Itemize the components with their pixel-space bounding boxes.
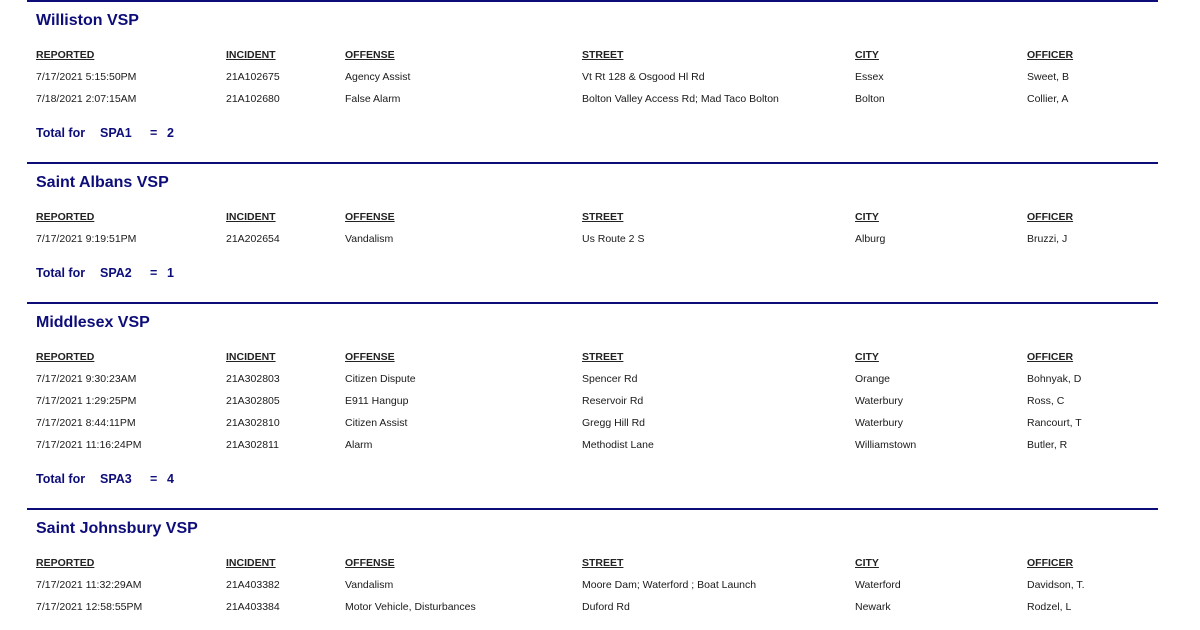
total-label: Total for bbox=[36, 126, 86, 140]
cell-incident: 21A102675 bbox=[226, 71, 280, 83]
cell-reported: 7/17/2021 5:15:50PM bbox=[36, 71, 137, 83]
cell-offense: Motor Vehicle, Disturbances bbox=[345, 601, 476, 613]
cell-incident: 21A102680 bbox=[226, 93, 280, 105]
column-header-city: CITY bbox=[855, 351, 879, 363]
column-header-reported: REPORTED bbox=[36, 49, 95, 61]
cell-incident: 21A403384 bbox=[226, 601, 280, 613]
cell-street: Vt Rt 128 & Osgood Hl Rd bbox=[582, 71, 705, 83]
total-code: SPA3 bbox=[100, 472, 132, 486]
total-code: SPA2 bbox=[100, 266, 132, 280]
column-header-officer: OFFICER bbox=[1027, 49, 1074, 61]
table-row bbox=[27, 434, 1158, 456]
column-header-row bbox=[27, 552, 1158, 574]
total-count: 4 bbox=[167, 472, 174, 486]
column-header-street: STREET bbox=[582, 49, 624, 61]
cell-offense: Agency Assist bbox=[345, 71, 411, 83]
cell-city: Waterbury bbox=[855, 395, 904, 407]
report-section bbox=[27, 508, 1158, 618]
column-header-row bbox=[27, 206, 1158, 228]
cell-officer: Davidson, T. bbox=[1027, 579, 1085, 591]
cell-incident: 21A302803 bbox=[226, 373, 280, 385]
cell-street: Gregg Hill Rd bbox=[582, 417, 646, 429]
column-header-street: STREET bbox=[582, 211, 624, 223]
total-equals: = bbox=[150, 472, 158, 486]
table-row bbox=[27, 228, 1158, 250]
cell-city: Alburg bbox=[855, 233, 886, 245]
cell-reported: 7/18/2021 2:07:15AM bbox=[36, 93, 137, 105]
cell-reported: 7/17/2021 8:44:11PM bbox=[36, 417, 136, 429]
table-row bbox=[27, 412, 1158, 434]
cell-reported: 7/17/2021 11:16:24PM bbox=[36, 439, 142, 451]
column-header-city: CITY bbox=[855, 49, 879, 61]
cell-incident: 21A302811 bbox=[226, 439, 279, 451]
column-header-officer: OFFICER bbox=[1027, 211, 1074, 223]
column-header-offense: OFFENSE bbox=[345, 49, 395, 61]
report-section bbox=[27, 302, 1158, 508]
column-header-street: STREET bbox=[582, 557, 624, 569]
cell-street: Moore Dam; Waterford ; Boat Launch bbox=[582, 579, 757, 591]
table-row bbox=[27, 574, 1158, 596]
column-header-city: CITY bbox=[855, 211, 879, 223]
cell-officer: Ross, C bbox=[1027, 395, 1065, 407]
section-total bbox=[27, 456, 1158, 508]
cell-reported: 7/17/2021 9:19:51PM bbox=[36, 233, 137, 245]
cell-reported: 7/17/2021 11:32:29AM bbox=[36, 579, 142, 591]
cell-reported: 7/17/2021 9:30:23AM bbox=[36, 373, 137, 385]
section-title: Saint Albans VSP bbox=[36, 174, 169, 191]
total-code: SPA1 bbox=[100, 126, 132, 140]
cell-street: Bolton Valley Access Rd; Mad Taco Bolton bbox=[582, 93, 779, 105]
column-header-officer: OFFICER bbox=[1027, 351, 1074, 363]
cell-incident: 21A302805 bbox=[226, 395, 280, 407]
total-count: 2 bbox=[167, 126, 174, 140]
cell-city: Waterford bbox=[855, 579, 901, 591]
cell-city: Waterbury bbox=[855, 417, 904, 429]
cell-city: Bolton bbox=[855, 93, 885, 105]
cell-city: Essex bbox=[855, 71, 884, 83]
cell-officer: Bohnyak, D bbox=[1027, 373, 1082, 385]
column-header-reported: REPORTED bbox=[36, 557, 95, 569]
cell-reported: 7/17/2021 1:29:25PM bbox=[36, 395, 137, 407]
table-row bbox=[27, 390, 1158, 412]
column-header-reported: REPORTED bbox=[36, 211, 95, 223]
cell-city: Newark bbox=[855, 601, 891, 613]
column-header-street: STREET bbox=[582, 351, 624, 363]
cell-street: Us Route 2 S bbox=[582, 233, 645, 245]
column-header-row bbox=[27, 346, 1158, 368]
table-row bbox=[27, 88, 1158, 110]
cell-officer: Rancourt, T bbox=[1027, 417, 1082, 429]
cell-street: Methodist Lane bbox=[582, 439, 654, 451]
cell-incident: 21A302810 bbox=[226, 417, 280, 429]
cell-street: Reservoir Rd bbox=[582, 395, 644, 407]
cell-reported: 7/17/2021 12:58:55PM bbox=[36, 601, 143, 613]
report-section bbox=[27, 0, 1158, 162]
column-header-offense: OFFENSE bbox=[345, 211, 395, 223]
section-total bbox=[27, 110, 1158, 162]
report-section bbox=[27, 162, 1158, 302]
cell-offense: Alarm bbox=[345, 439, 373, 451]
cell-street: Duford Rd bbox=[582, 601, 630, 613]
cell-offense: Vandalism bbox=[345, 579, 394, 591]
section-title: Williston VSP bbox=[36, 12, 139, 29]
column-header-offense: OFFENSE bbox=[345, 351, 395, 363]
cell-officer: Rodzel, L bbox=[1027, 601, 1072, 613]
column-header-incident: INCIDENT bbox=[226, 351, 276, 363]
cell-offense: Citizen Assist bbox=[345, 417, 408, 429]
cell-street: Spencer Rd bbox=[582, 373, 638, 385]
column-header-row bbox=[27, 44, 1158, 66]
cell-offense: E911 Hangup bbox=[345, 395, 409, 407]
table-row bbox=[27, 596, 1158, 618]
cell-incident: 21A202654 bbox=[226, 233, 280, 245]
total-label: Total for bbox=[36, 472, 86, 486]
section-title: Middlesex VSP bbox=[36, 314, 150, 331]
cell-city: Orange bbox=[855, 373, 891, 385]
column-header-officer: OFFICER bbox=[1027, 557, 1074, 569]
cell-incident: 21A403382 bbox=[226, 579, 280, 591]
total-count: 1 bbox=[167, 266, 174, 280]
cell-officer: Collier, A bbox=[1027, 93, 1069, 105]
column-header-city: CITY bbox=[855, 557, 879, 569]
column-header-offense: OFFENSE bbox=[345, 557, 395, 569]
table-row bbox=[27, 66, 1158, 88]
cell-offense: Vandalism bbox=[345, 233, 394, 245]
table-row bbox=[27, 368, 1158, 390]
section-total bbox=[27, 250, 1158, 302]
cell-officer: Bruzzi, J bbox=[1027, 233, 1068, 245]
column-header-incident: INCIDENT bbox=[226, 49, 276, 61]
column-header-incident: INCIDENT bbox=[226, 557, 276, 569]
total-equals: = bbox=[150, 126, 158, 140]
cell-city: Williamstown bbox=[855, 439, 917, 451]
total-label: Total for bbox=[36, 266, 86, 280]
column-header-incident: INCIDENT bbox=[226, 211, 276, 223]
total-equals: = bbox=[150, 266, 158, 280]
cell-officer: Butler, R bbox=[1027, 439, 1068, 451]
cell-offense: False Alarm bbox=[345, 93, 401, 105]
column-header-reported: REPORTED bbox=[36, 351, 95, 363]
section-title: Saint Johnsbury VSP bbox=[36, 520, 198, 537]
cell-officer: Sweet, B bbox=[1027, 71, 1070, 83]
cell-offense: Citizen Dispute bbox=[345, 373, 416, 385]
